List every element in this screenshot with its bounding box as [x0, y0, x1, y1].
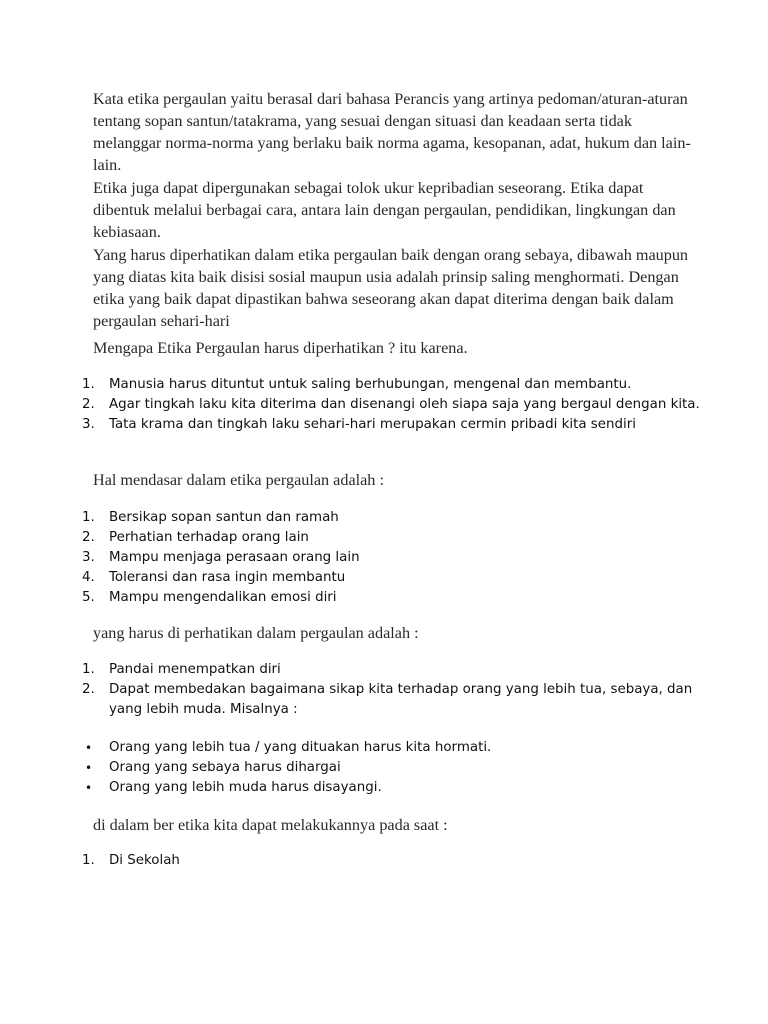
- list-item-text: Tata krama dan tingkah laku sehari-hari merupakan cermin pribadi kita sendiri: [109, 417, 636, 432]
- list-item: [82, 375, 702, 395]
- list-number: 2.: [82, 682, 95, 697]
- list-item: [82, 395, 702, 415]
- list-item: [82, 851, 702, 871]
- list-number: 3.: [82, 417, 95, 432]
- list-item: [82, 528, 702, 548]
- list-item: [82, 660, 702, 680]
- list-number: 3.: [82, 550, 95, 565]
- list-item: [82, 415, 702, 435]
- list-item: [82, 738, 702, 758]
- list-item-text: Orang yang sebaya harus dihargai: [109, 760, 341, 775]
- list-item: [82, 778, 702, 798]
- bullet-marker: •: [85, 741, 93, 755]
- list-number: 2.: [82, 530, 95, 545]
- list-item: [82, 588, 702, 608]
- list-item: [82, 680, 702, 720]
- list-item-text: Toleransi dan rasa ingin membantu: [109, 570, 346, 585]
- list-item-text: Orang yang lebih muda harus disayangi.: [109, 780, 382, 795]
- list-item: [82, 548, 702, 568]
- basics-list: [82, 508, 702, 608]
- list-item-text: Bersikap sopan santun dan ramah: [109, 510, 339, 525]
- list-item-text: Manusia harus dituntut untuk saling berhubungan, mengenal dan membantu.: [109, 377, 632, 392]
- list-item-text: Agar tingkah laku kita diterima dan disenangi oleh siapa saja yang bergaul dengan kita.: [109, 397, 700, 412]
- list-item-text: Mampu menjaga perasaan orang lain: [109, 550, 360, 565]
- attention-label: yang harus di perhatikan dalam pergaulan adalah :: [93, 624, 419, 642]
- list-number: 4.: [82, 570, 95, 585]
- example-bullet-list: [82, 738, 702, 798]
- basics-label: Hal mendasar dalam etika pergaulan adalah :: [93, 471, 384, 489]
- why-label: Mengapa Etika Pergaulan harus diperhatikan ? itu karena.: [93, 339, 468, 357]
- bullet-marker: •: [85, 761, 93, 775]
- list-item-text: Dapat membedakan bagaimana sikap kita terhadap orang yang lebih tua, sebaya, dan yang lebih muda. Misalnya :: [109, 682, 693, 717]
- paragraph-definition: Kata etika pergaulan yaitu berasal dari bahasa Perancis yang artinya pedoman/aturan-aturan tentang sopan santun/tatakrama, yang sesuai dengan situasi dan keadaan serta tidak melanggar norma-norma yang berlaku baik norma agama, kesopanan, adat, hukum dan lain-lain.: [93, 90, 691, 174]
- list-item-text: Orang yang lebih tua / yang dituakan harus kita hormati.: [109, 740, 492, 755]
- paragraph-ethics-measure: Etika juga dapat dipergunakan sebagai tolok ukur kepribadian seseorang. Etika dapat dibentuk melalui berbagai cara, antara lain dengan pergaulan, pendidikan, lingkungan dan kebiasaan.: [93, 179, 676, 241]
- why-list: [82, 375, 702, 435]
- list-item-text: Perhatian terhadap orang lain: [109, 530, 309, 545]
- list-number: 1.: [82, 662, 95, 677]
- paragraph-respect: Yang harus diperhatikan dalam etika pergaulan baik dengan orang sebaya, dibawah maupun yang diatas kita baik disisi sosial maupun usia adalah prinsip saling menghormati. Dengan etika yang baik dapat dipastikan bahwa seseorang akan dapat diterima dengan baik dalam pergaulan sehari-hari: [93, 246, 689, 330]
- list-item-text: Pandai menempatkan diri: [109, 662, 281, 677]
- list-item-text: Mampu mengendalikan emosi diri: [109, 590, 337, 605]
- list-number: 1.: [82, 853, 95, 868]
- list-item: [82, 758, 702, 778]
- list-number: 1.: [82, 510, 95, 525]
- places-list: [82, 851, 702, 871]
- list-number: 2.: [82, 397, 95, 412]
- list-item: [82, 508, 702, 528]
- list-item-text: Di Sekolah: [109, 853, 180, 868]
- list-number: 1.: [82, 377, 95, 392]
- list-item: [82, 568, 702, 588]
- places-label: di dalam ber etika kita dapat melakukannya pada saat :: [93, 816, 448, 834]
- list-number: 5.: [82, 590, 95, 605]
- bullet-marker: •: [85, 781, 93, 795]
- attention-list: [82, 660, 702, 720]
